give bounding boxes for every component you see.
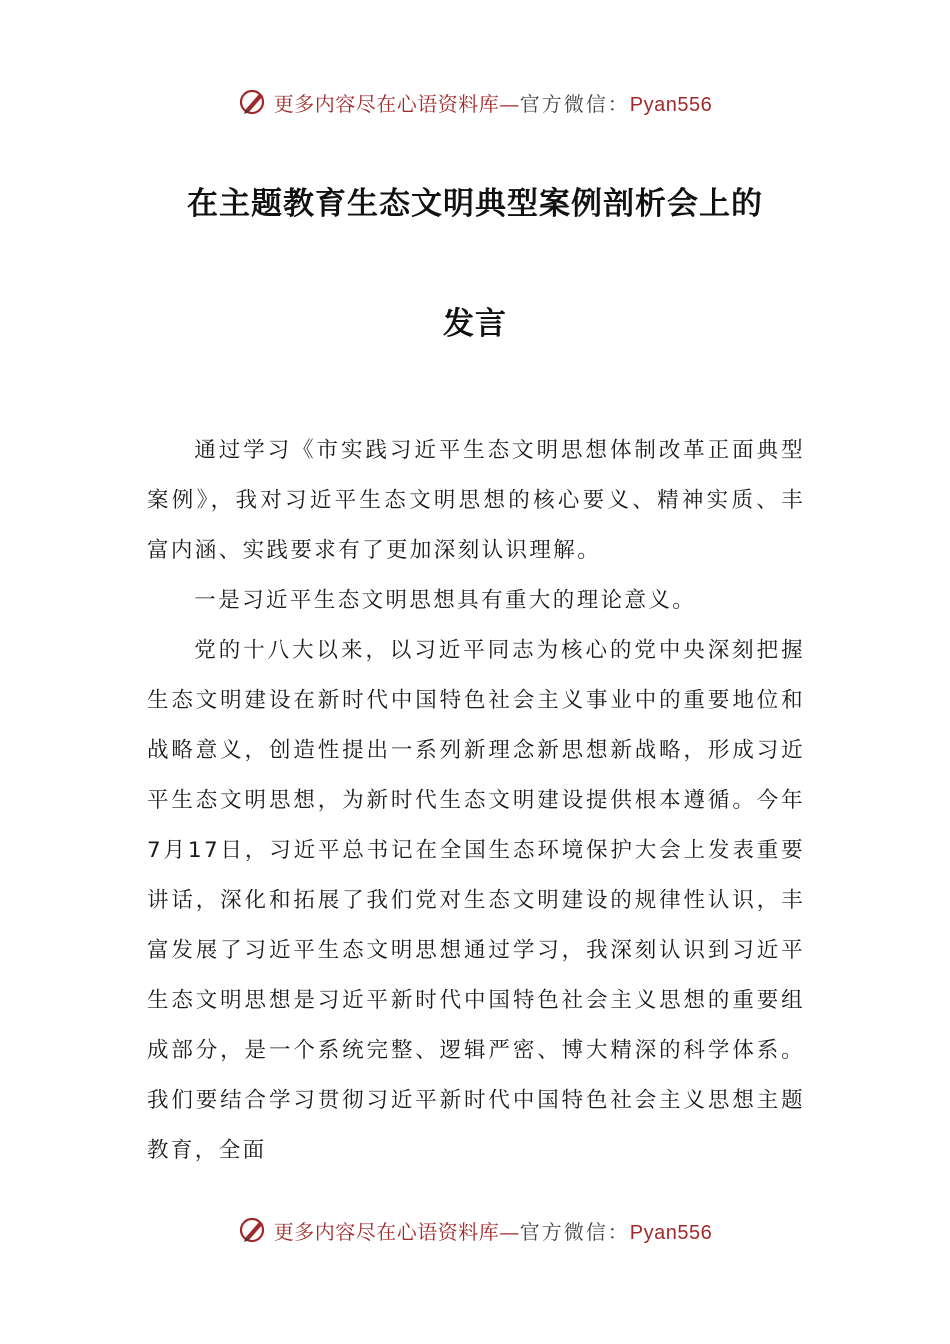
- separator: —: [499, 1219, 520, 1244]
- paragraph: 通过学习《市实践习近平生态文明思想体制改革正面典型案例》，我对习近平生态文明思想的核心要义、精神实质、丰富内涵、实践要求有了更加深刻认识理解。: [147, 438, 805, 563]
- paragraph: 一是习近平生态文明思想具有重大的理论意义。: [194, 588, 697, 613]
- site-name: 更多内容尽在心语资料库: [273, 1219, 500, 1244]
- separator: —: [499, 91, 520, 116]
- document-title-line-1: 在主题教育生态文明典型案例剖析会上的: [187, 186, 763, 222]
- header-banner-text: [274, 88, 712, 117]
- paragraph: 党的十八大以来，以习近平同志为核心的党中央深刻把握生态文明建设在新时代中国特色社会主义事业中的重要地位和战略意义，创造性提出一系列新理念新思想新战略，形成习近平生态文明思想，为新时代生态文明建设提供根本遵循。今年7月17日，习近平总书记在全国生态环境保护大会上发表重要讲话，深化和拓展了我们党对生态文明建设的规律性认识，丰富发展了习近平生态文明思想通过学习，我深刻认识到习近平生态文明思想是习近平新时代中国特色社会主义思想的重要组成部分，是一个系统完整、逻辑严密、博大精深的科学体系。我们要结合学习贯彻习近平新时代中国特色社会主义思想主题教育，全面: [147, 638, 805, 1163]
- official-label: 官方微信：: [519, 91, 630, 116]
- wechat-id: Pyan556: [629, 1221, 713, 1244]
- footer-banner: [0, 1210, 950, 1250]
- document-body: [147, 426, 805, 1176]
- wechat-id: Pyan556: [629, 93, 713, 116]
- header-banner: [0, 82, 950, 122]
- pen-logo-icon: [238, 87, 268, 117]
- document-title-line-2: 发言: [443, 306, 507, 342]
- site-name: 更多内容尽在心语资料库: [273, 91, 500, 116]
- pen-logo-icon: [238, 1215, 268, 1245]
- footer-banner-text: [274, 1216, 712, 1245]
- official-label: 官方微信：: [519, 1219, 630, 1244]
